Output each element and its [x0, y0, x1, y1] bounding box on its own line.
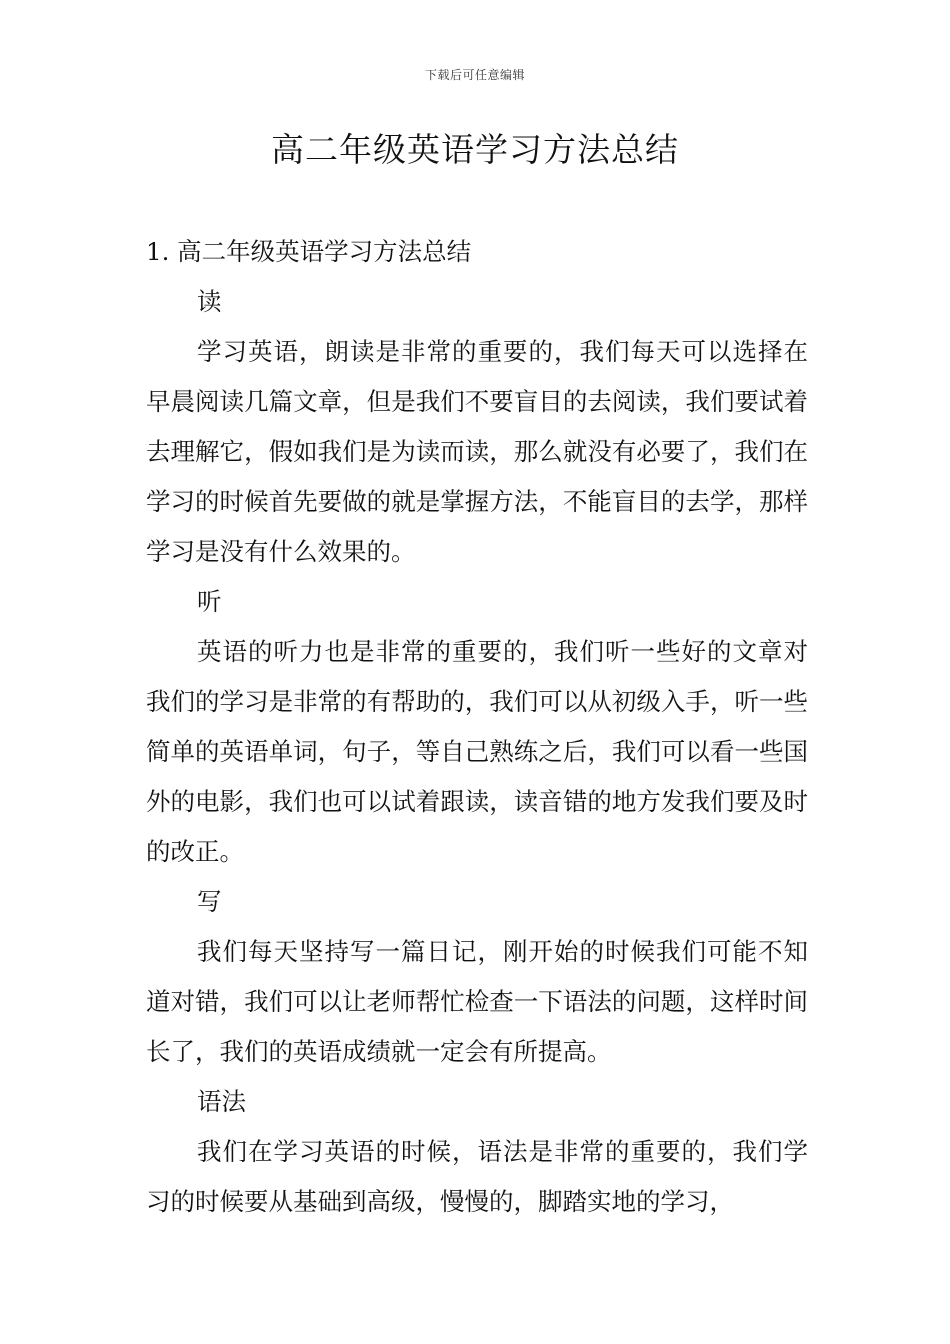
document-body [146, 227, 808, 1227]
subheading-grammar: 语法 [197, 1087, 246, 1116]
paragraph-listen: 英语的听力也是非常的重要的，我们听一些好的文章对我们的学习是非常的有帮助的，我们可以从初级入手，听一些简单的英语单词，句子，等自己熟练之后，我们可以看一些国外的电影，我们也可以试着跟读，读音错的地方发我们要及时的改正。 [146, 637, 808, 866]
subheading-listen: 听 [197, 587, 222, 616]
paragraph-grammar: 我们在学习英语的时候，语法是非常的重要的，我们学习的时候要从基础到高级，慢慢的，脚踏实地的学习， [146, 1137, 808, 1216]
paragraph-read: 学习英语，朗读是非常的重要的，我们每天可以选择在早晨阅读几篇文章，但是我们不要盲目的去阅读，我们要试着去理解它，假如我们是为读而读，那么就没有必要了，我们在学习的时候首先要做的就是掌握方法，不能盲目的去学，那样学习是没有什么效果的。 [146, 337, 808, 566]
paragraph-write: 我们每天坚持写一篇日记，刚开始的时候我们可能不知道对错，我们可以让老师帮忙检查一下语法的问题，这样时间长了，我们的英语成绩就一定会有所提高。 [146, 937, 808, 1066]
header-note: 下载后可任意编辑 [424, 68, 525, 82]
document-title: 高二年级英语学习方法总结 [271, 130, 679, 169]
subheading-write: 写 [197, 887, 222, 916]
section-heading: 1. 高二年级英语学习方法总结 [146, 237, 472, 266]
subheading-read: 读 [197, 287, 222, 316]
